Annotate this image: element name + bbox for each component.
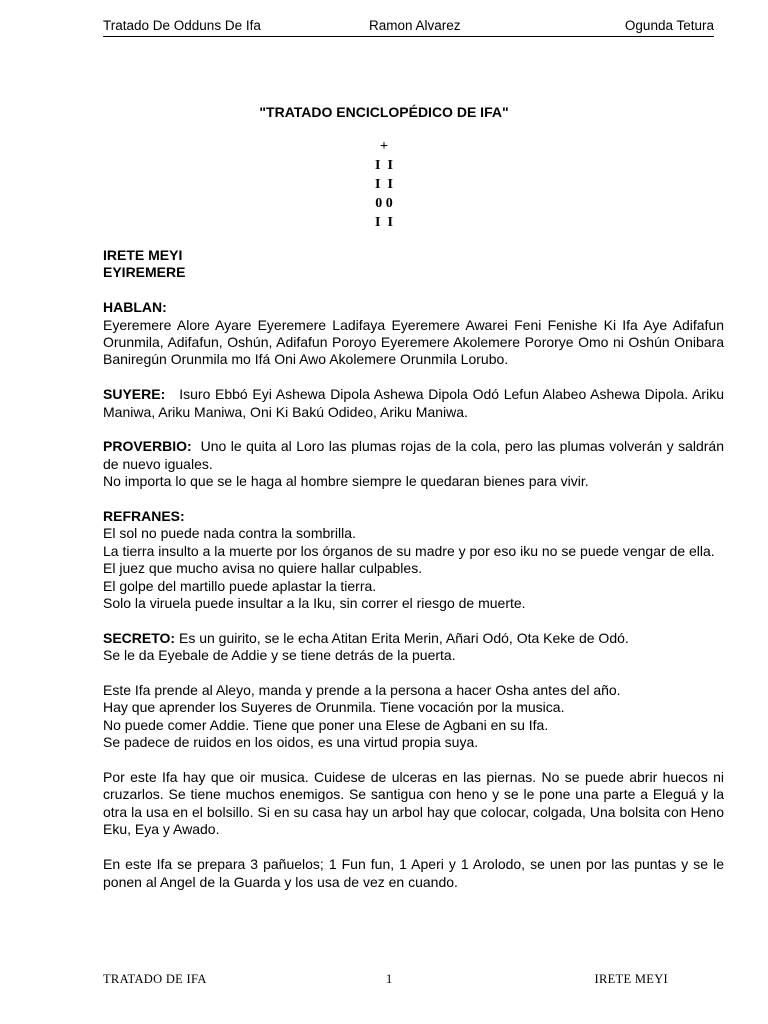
odu-heading [103, 247, 724, 282]
proverbio-meaning: No importa lo que se le haga al hombre siempre le quedaran bienes para vivir. [103, 473, 589, 490]
section-suyere [103, 386, 724, 421]
refran-item: El juez que mucho avisa no quiere hallar culpables. [103, 560, 423, 577]
page-footer [103, 972, 668, 988]
paragraph-line: Hay que aprender los Suyeres de Orunmila. Tiene vocación por la musica. [103, 699, 565, 716]
hablan-text: Eyeremere Alore Ayare Eyeremere Ladifaya Eyeremere Awarei Feni Fenishe Ki Ifa Aye Adifafun Orunmila, Adifafun, Oshún, Adifafun Poroyo Eyeremere Akolemere Pororye Omo ni Oshún Onibara Baniregún Orunmila mo Ifá Oni Awo Akolemere Orunmila Lorubo. [103, 316, 724, 368]
suyere-label: SUYERE: [103, 386, 166, 403]
refran-item: Solo la viruela puede insultar a la Iku, sin correr el riesgo de muerte. [103, 595, 526, 612]
document-title: "TRATADO ENCICLOPÉDICO DE IFA" [259, 104, 509, 120]
proverbio-text: Uno le quita al Loro las plumas rojas de la cola, pero las plumas volverán y saldrán de nuevo iguales. [103, 438, 724, 472]
paragraph-1 [103, 682, 724, 752]
secreto-label: SECRETO: [103, 629, 176, 646]
paragraph-line: Se padece de ruidos en los oidos, es una virtud propia suya. [103, 734, 479, 751]
odu-name: IRETE MEYI [103, 247, 183, 263]
refranes-label: REFRANES: [103, 508, 185, 525]
footer-book-title: TRATADO DE IFA [103, 972, 207, 986]
section-refranes [103, 508, 724, 612]
page-header [103, 18, 714, 37]
footer-page-number: 1 [386, 972, 393, 986]
header-book-title: Tratado De Odduns De Ifa [103, 18, 261, 33]
document-body [103, 247, 724, 908]
proverbio-label: PROVERBIO: [103, 438, 192, 455]
odu-figure-row: 0 0 [375, 196, 393, 211]
paragraph-3: En este Ifa se prepara 3 pañuelos; 1 Fun fun, 1 Aperi y 1 Arolodo, se unen por las puntas y se le ponen al Angel de la Guarda y los usa de vez en cuando. [103, 856, 724, 890]
paragraph-line: No puede comer Addie. Tiene que poner una Elese de Agbani en su Ifa. [103, 716, 549, 733]
odu-figure-row: I I [375, 177, 393, 192]
suyere-text: Isuro Ebbó Eyi Ashewa Dipola Ashewa Dipola Odó Lefun Alabeo Ashewa Dipola. Ariku Maniwa, Ariku Maniwa, Oni Ki Bakú Odideo, Ariku Maniwa. [103, 386, 724, 420]
odu-alias: EYIREMERE [103, 264, 186, 281]
header-author: Ramon Alvarez [369, 18, 461, 33]
secreto-text-2: Se le da Eyebale de Addie y se tiene detrás de la puerta. [103, 647, 456, 664]
refran-item: El sol no puede nada contra la sombrilla. [103, 525, 356, 542]
odu-figure-mark: + [380, 139, 388, 154]
refran-item: El golpe del martillo puede aplastar la tierra. [103, 577, 377, 594]
secreto-text: Es un guirito, se le echa Atitan Erita Merin, Añari Odó, Ota Keke de Odó. [178, 629, 629, 646]
refran-item: La tierra insulto a la muerte por los órganos de su madre y por eso iku no se puede vengar de ella. [103, 542, 715, 559]
section-secreto [103, 630, 724, 665]
odu-figure-row: I I [375, 158, 393, 173]
section-hablan [103, 299, 724, 369]
header-chapter: Ogunda Tetura [624, 18, 714, 33]
paragraph-line: Este Ifa prende al Aleyo, manda y prende a la persona a hacer Osha antes del año. [103, 682, 621, 699]
paragraph-2: Por este Ifa hay que oir musica. Cuidese de ulceras en las piernas. No se puede abrir huecos ni cruzarlos. Se tiene muchos enemigos. Se santigua con heno y se le pone una parte a Eleguá y la otra la usa en el bolsillo. Si en su casa hay un arbol hay que colocar, colgada, Una bolsita con Heno Eku, Eya y Awado. [103, 769, 724, 838]
section-proverbio [103, 438, 724, 490]
hablan-label: HABLAN: [103, 299, 167, 316]
odu-figure-row: I I [375, 215, 393, 230]
odu-figure [0, 137, 768, 232]
footer-chapter: IRETE MEYI [594, 972, 668, 986]
